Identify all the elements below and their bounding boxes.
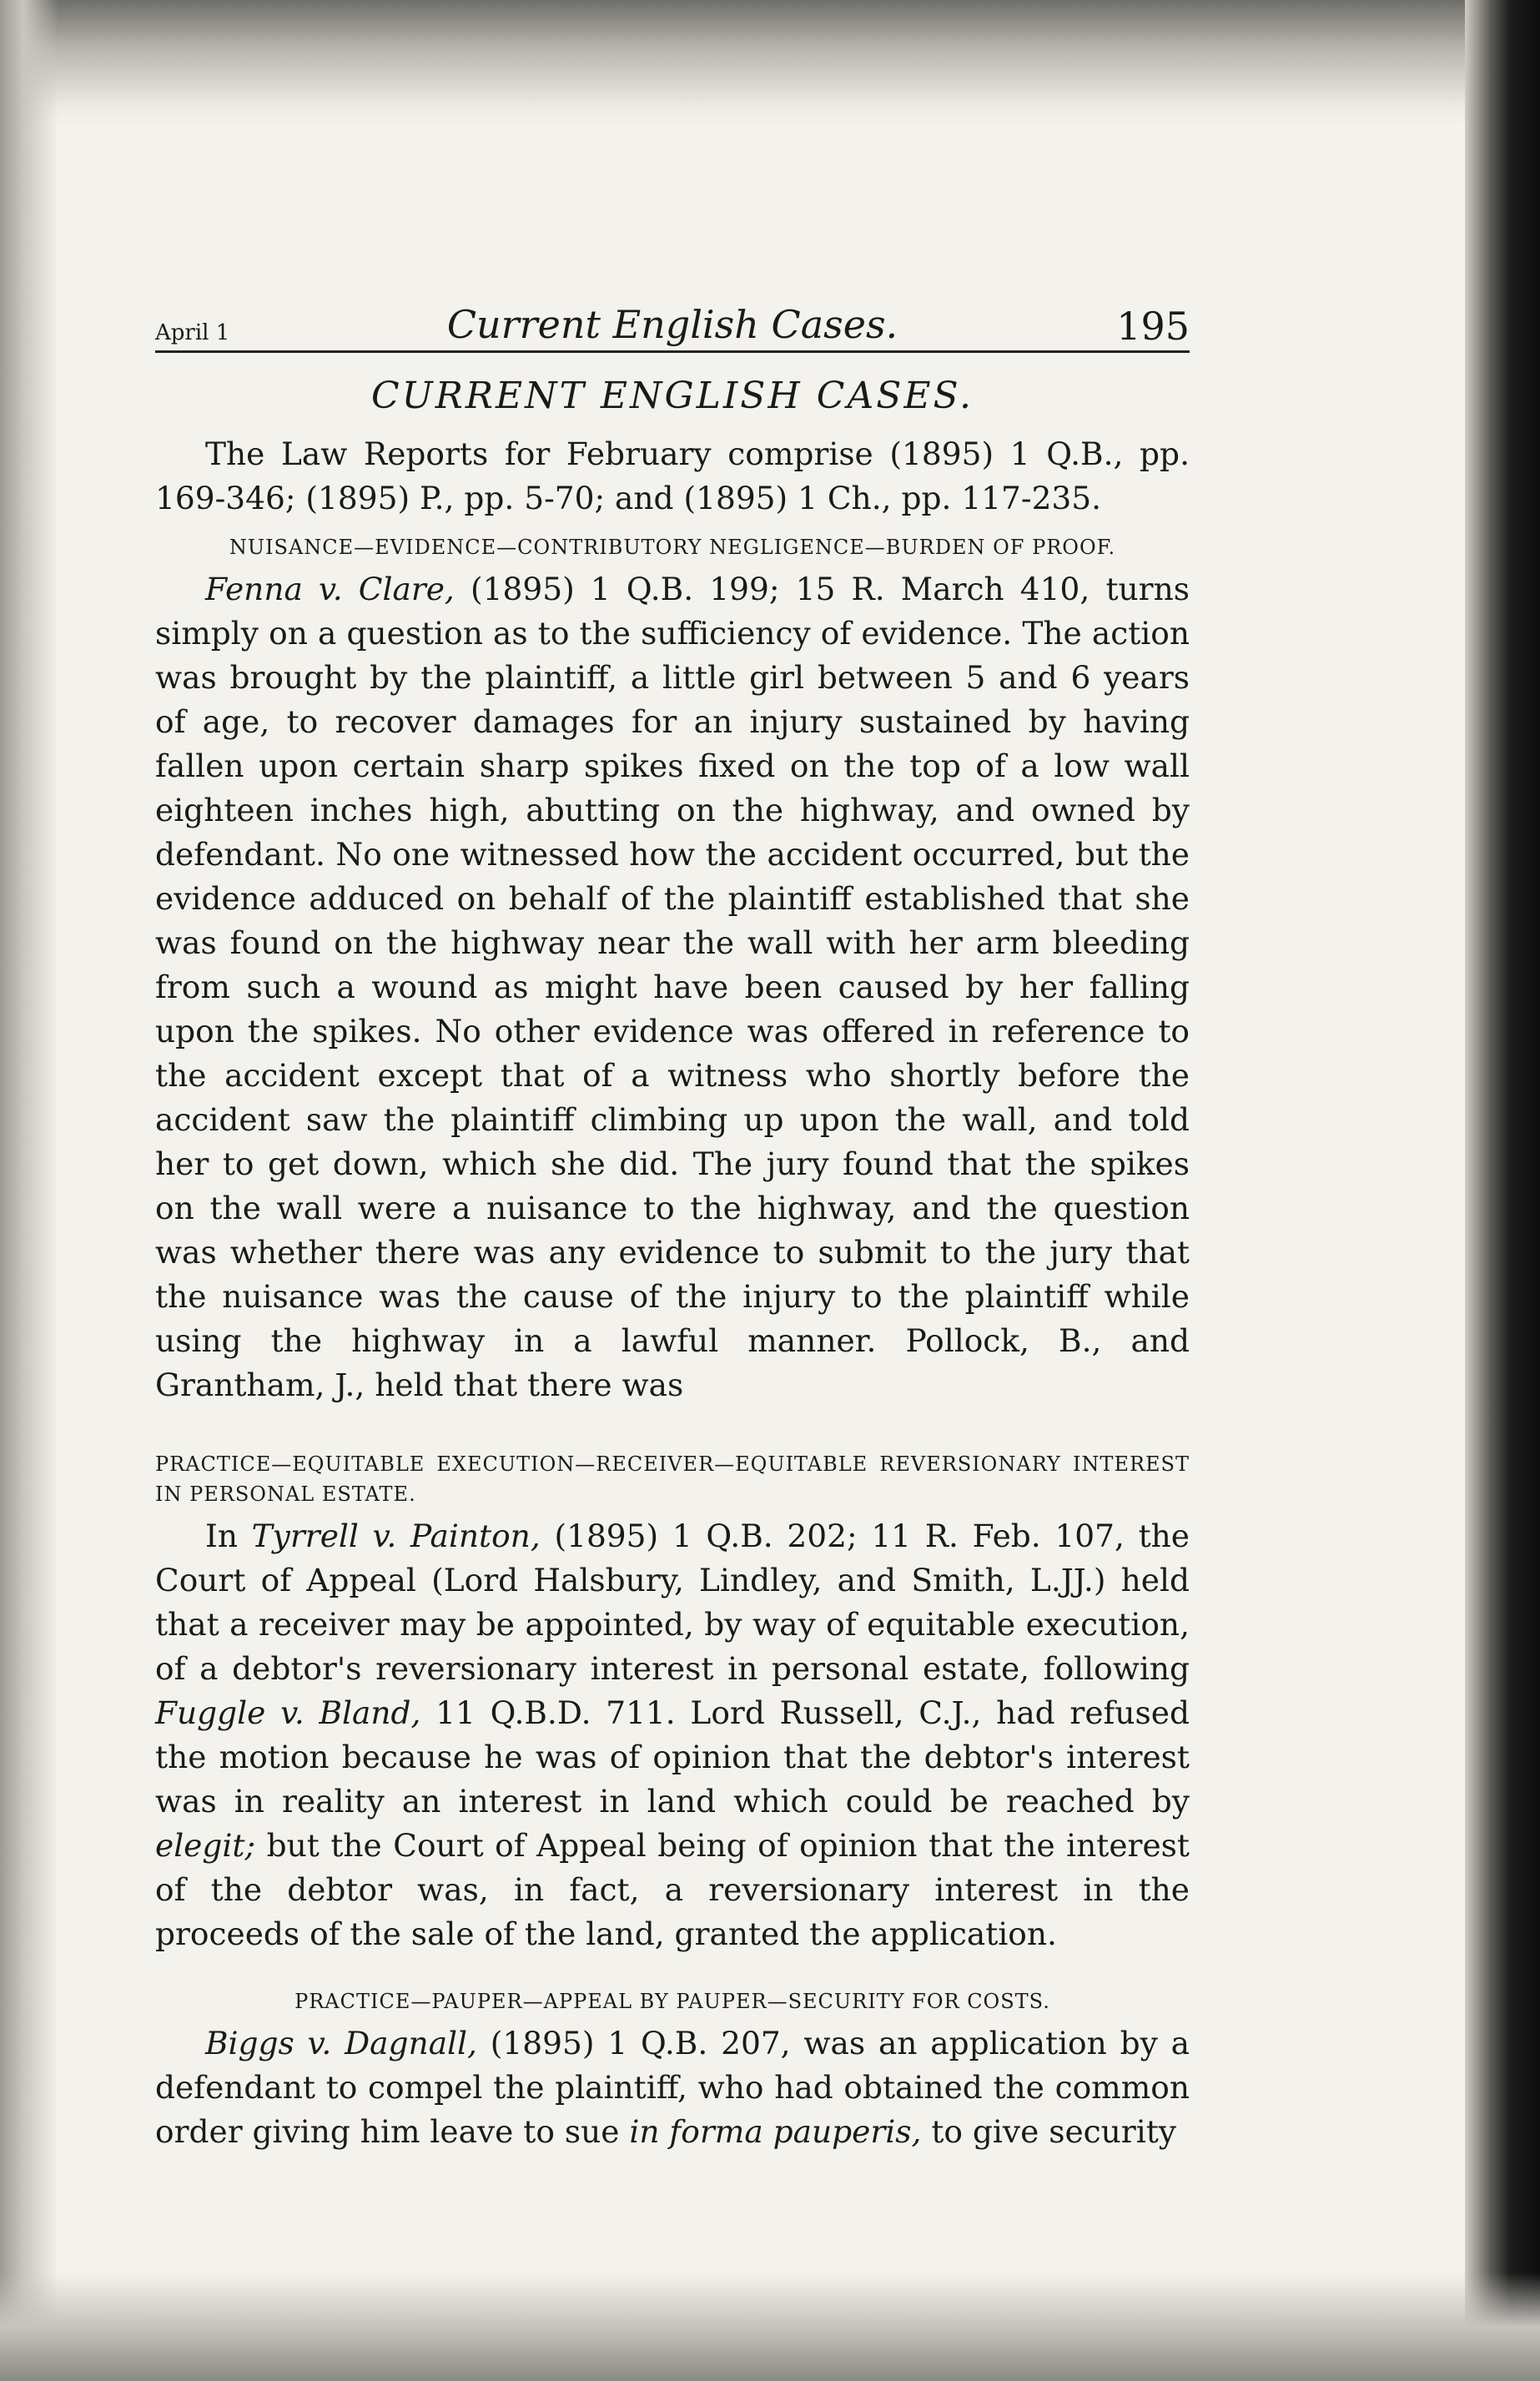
case-heading-equitable-execution: PRACTICE—EQUITABLE EXECUTION—RECEIVER—EQUITABLE REVERSIONARY INTEREST IN PERSONAL ESTATE. (155, 1452, 1190, 1506)
case-prefix-tyrrell: In (205, 1518, 252, 1554)
section-title: CURRENT ENGLISH CASES. (370, 375, 974, 417)
cited-case-fuggle: Fuggle v. Bland, (155, 1694, 421, 1731)
page-body (155, 284, 1190, 2154)
scan-shadow-right (1465, 0, 1540, 2381)
case-heading-pauper: PRACTICE—PAUPER—APPEAL BY PAUPER—SECURITY FOR COSTS. (294, 1990, 1050, 2013)
scan-shadow-top (0, 0, 1540, 125)
case-body-biggs-1: (1895) 1 Q.B. 207, was an application by a defendant to compel the plaintiff, who had obtained the common order giving him leave to sue (155, 2025, 1190, 2150)
term-in-forma-pauperis: in forma pauperis, (629, 2113, 922, 2150)
case-paragraph-tyrrell (155, 1514, 1190, 1956)
running-head-title: Current English Cases. (446, 302, 898, 347)
running-head (155, 284, 1190, 353)
term-elegit: elegit; (155, 1827, 256, 1864)
scan-shadow-bottom (0, 2273, 1540, 2381)
scan-shadow-left (0, 0, 58, 2381)
case-body-tyrrell-2: 11 Q.B.D. 711. Lord Russell, C.J., had refused the motion because he was of opinion that the debtor's interest was in reality an interest in land which could be reached by (155, 1694, 1190, 1820)
case-name-tyrrell: Tyrrell v. Painton, (251, 1518, 541, 1554)
case-heading-nuisance: NUISANCE—EVIDENCE—CONTRIBUTORY NEGLIGENCE—BURDEN OF PROOF. (229, 536, 1116, 559)
spacer (155, 1407, 1190, 1437)
running-head-date: April 1 (155, 320, 230, 345)
case-name-fenna: Fenna v. Clare, (205, 571, 455, 607)
case-name-biggs: Biggs v. Dagnall, (205, 2025, 477, 2061)
case-body-tyrrell-3: but the Court of Appeal being of opinion that the interest of the debtor was, in fact, a reversionary interest in the proceeds of the sale of the land, granted the application. (155, 1827, 1190, 1952)
case-body-fenna: (1895) 1 Q.B. 199; 15 R. March 410, turns simply on a question as to the sufficiency of evidence. The action was brought by the plaintiff, a little girl between 5 and 6 years of age, to recover damages for an injury sustained by having fallen upon certain sharp spikes fixed on the top of a low wall eighteen inches high, abutting on the highway, and owned by defendant. No one witnessed how the accident occurred, but the evidence adduced on behalf of the plaintiff established that she was found on the highway near the wall with her arm bleeding from such a wound as might have been caused by her falling upon the spikes. No other evidence was offered in reference to the accident except that of a witness who shortly before the accident saw the plaintiff climbing up upon the wall, and told her to get down, which she did. The jury found that the spikes on the wall were a nuisance to the highway, and the question was whether there was any evidence to submit to the jury that the nuisance was the cause of the injury to the plaintiff while using the highway in a lawful manner. Pollock, B., and Grantham, J., held that there was (155, 571, 1190, 1403)
case-body-biggs-2: to give security (921, 2113, 1176, 2150)
case-paragraph-fenna (155, 567, 1190, 1407)
case-body-tyrrell-1: (1895) 1 Q.B. 202; 11 R. Feb. 107, the Court of Appeal (Lord Halsbury, Lindley, and Smith, L.JJ.) held that a receiver may be appointed, by way of equitable execution, of a debtor's reversionary interest in personal estate, following (155, 1518, 1190, 1687)
spacer (155, 1956, 1190, 1975)
case-paragraph-biggs (155, 2021, 1190, 2154)
intro-paragraph: The Law Reports for February comprise (1895) 1 Q.B., pp. 169-346; (1895) P., pp. 5-70; and (1895) 1 Ch., pp. 117-235. (155, 435, 1190, 516)
page-number: 195 (1116, 304, 1190, 349)
